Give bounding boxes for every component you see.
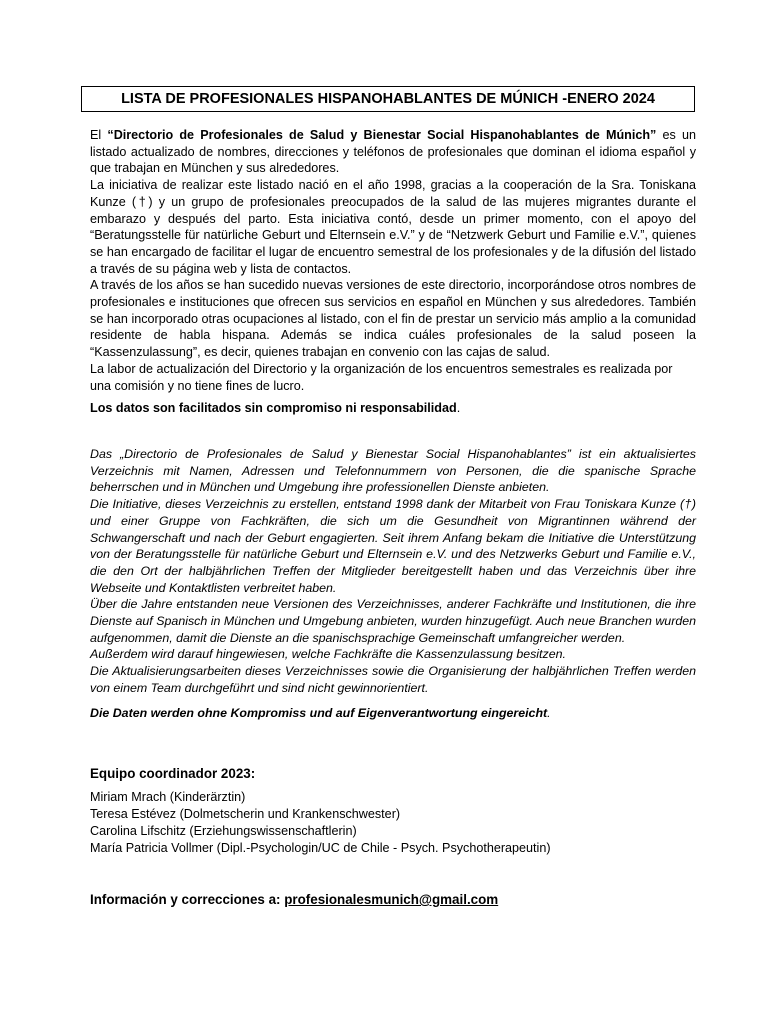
directory-name: “Directorio de Profesionales de Salud y Bienestar Social Hispanohablantes de Múnich” [107,128,657,142]
spanish-commission-paragraph: La labor de actualización del Directorio y la organización de los encuentros semestrales es realizada por una comisión y no tiene fines de lucro. [90,361,673,393]
coordinating-team [90,765,551,857]
spanish-intro-paragraph [90,127,696,177]
team-member: María Patricia Vollmer (Dipl.-Psychologin/UC de Chile - Psych. Psychotherapeutin) [90,841,551,855]
german-disclaimer [90,705,696,722]
contact-email-link[interactable]: profesionalesmunich@gmail.com [284,892,499,907]
german-disclaimer-text: Die Daten werden ohne Kompromiss und auf Eigenverantwortung eingereicht [90,705,548,720]
team-member: Miriam Mrach (Kinderärztin) [90,790,246,804]
intro-prefix: El [90,128,108,142]
german-section [90,446,696,721]
team-member: Carolina Lifschitz (Erziehungswissenschaftlerin) [90,824,357,838]
spanish-disclaimer [90,400,696,417]
german-intro-paragraph: Das „Directorio de Profesionales de Salud y Bienestar Social Hispanohablantes” ist ein aktualisiertes Verzeichnis mit Namen, Adressen und Telefonnummern von Personen, die die spanische Sprache beherrschen und in München und Umgebung ihre professionellen Dienste anbieten. [90,447,696,495]
german-history-paragraph: Die Initiative, dieses Verzeichnis zu erstellen, entstand 1998 dank der Mitarbeit von Frau Toniskara Kunze (†) und einer Gruppe von Fachkräften, die sich um die Gesundheit von Migrantinnen während der Schwangerschaft und nach der Geburt engagierten. Seit ihrem Anfang bekam die Initiative die Unterstützung von der Beratungsstelle für natürliche Geburt und Elternsein e.V. und des Netzwerks Geburt und Familie e.V., die den Ort der halbjährlichen Treffen der Mitglieder bereitgestellt haben und das Verzeichnis über ihre Webseite und Kontaktlisten verbreitet haben. [90,497,696,595]
page-title: LISTA DE PROFESIONALES HISPANOHABLANTES DE MÚNICH -ENERO 2024 [81,86,695,112]
german-versions-paragraph: Über die Jahre entstanden neue Versionen des Verzeichnisses, anderer Fachkräfte und Institutionen, die ihre Dienste auf Spanisch in München und Umgebung anbieten, wurden hinzugefügt. Auch neue Branchen wurden aufgenommen, damit die Dienste an die spanischsprachige Gemeinschaft umfangreicher werden. [90,597,696,645]
german-team-paragraph: Die Aktualisierungsarbeiten dieses Verzeichnisses sowie die Organisierung der halbjährlichen Treffen werden von einem Team durchgeführt und sind nicht gewinnorientiert. [90,664,696,695]
spanish-section [90,127,696,417]
contact-line [90,892,498,907]
team-member: Teresa Estévez (Dolmetscherin und Krankenschwester) [90,807,401,821]
german-disclaimer-period: . [547,705,551,720]
spanish-disclaimer-text: Los datos son facilitados sin compromiso ni responsabilidad [90,401,457,416]
spanish-history-paragraph: La iniciativa de realizar este listado nació en el año 1998, gracias a la cooperación de la Sra. Toniskana Kunze (†) y un grupo de profesionales preocupados de la salud de las mujeres migrantes durante el embarazo y después del parto. Esta iniciativa contó, desde un primer momento, con el apoyo del “Beratungsstelle für natürliche Geburt und Elternsein e.V.” y de “Netzwerk Geburt und Familie e.V.”, quienes se han encargado de facilitar el lugar de encuentro semestral de los profesionales y de la difusión del listado a través de su página web y lista de contactos. [90,178,696,276]
german-kassen-paragraph: Außerdem wird darauf hingewiesen, welche Fachkräfte die Kassenzulassung besitzen. [90,647,566,662]
contact-label: Información y correcciones a: [90,892,285,907]
intro-rest: es un listado actualizado de nombres, direcciones y teléfonos de profesionales que dominan el idioma español y que trabajan en München y sus alrededores. [90,128,697,176]
spanish-disclaimer-period: . [456,401,461,416]
spanish-versions-paragraph: A través de los años se han sucedido nuevas versiones de este directorio, incorporándose otros nombres de profesionales e instituciones que ofrecen sus servicios en español en München y sus alrededores. También se han incorporado otras ocupaciones al listado, con el fin de prestar un servicio más amplio a la comunidad residente de habla hispana. Además se indica cuáles profesionales de la salud poseen la “Kassenzulassung”, es decir, quienes trabajan en convenio con las cajas de salud. [90,278,696,360]
team-heading: Equipo coordinador 2023: [90,766,256,781]
